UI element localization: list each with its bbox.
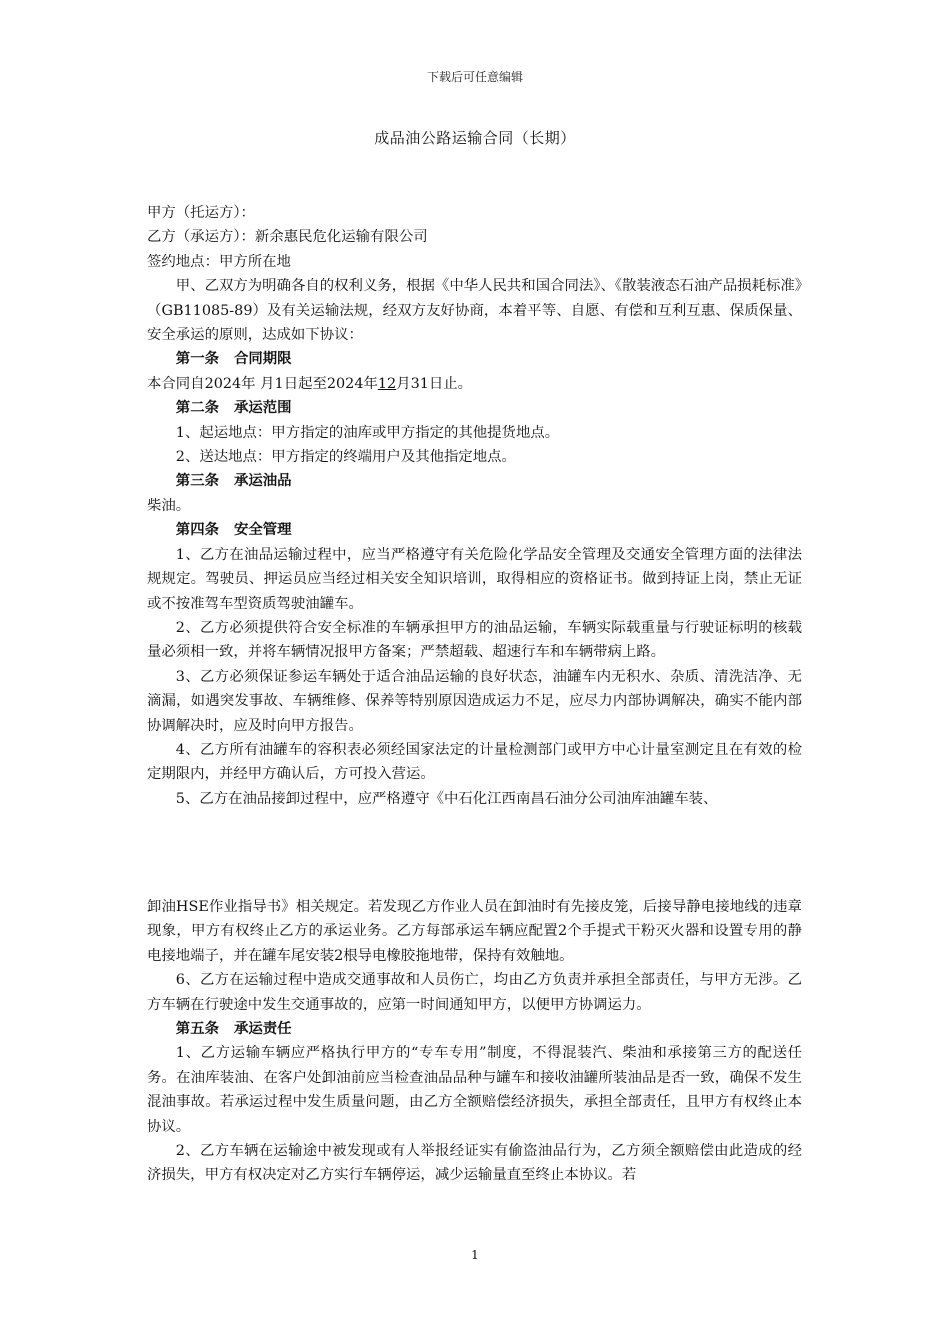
article-4-item-4: 4、乙方所有油罐车的容积表必须经国家法定的计量检测部门或甲方中心计量室测定且在有效的检定期限内，并经甲方确认后，方可投入营运。 [147, 741, 802, 783]
sign-place-line: 签约地点：甲方所在地 [147, 253, 291, 270]
article-4-item-3: 3、乙方必须保证参运车辆处于适合油品运输的良好状态，油罐车内无积水、杂质、清洗洁净、无滴漏，如遇突发事故、车辆维修、保养等特别原因造成运力不足，应尽力内部协调解决，确实不能内部协调解决时，应及时向甲方报告。 [147, 668, 802, 734]
preamble-paragraph: 甲、乙双方为明确各自的权利义务，根据《中华人民共和国合同法》、《散装液态石油产品损耗标准》（GB11085-89）及有关运输法规，经双方友好协商，本着平等、自愿、有偿和互利互惠、保质保量、安全承运的原则，达成如下协议： [147, 278, 802, 344]
article-4-heading: 第四条 安全管理 [175, 521, 292, 539]
article-4-item-1: 1、乙方在油品运输过程中，应当严格遵守有关危险化学品安全管理及交通安全管理方面的法律法规规定。驾驶员、押运员应当经过相关安全知识培训，取得相应的资格证书。做到持证上岗，禁止无证或不按准驾车型资质驾驶油罐车。 [147, 546, 802, 612]
contract-body-part-1 [147, 201, 802, 811]
article-4-item-5-continued: 卸油HSE作业指导书》相关规定。若发现乙方作业人员在卸油时有先接皮笼，后接导静电接地线的违章现象，甲方有权终止乙方的承运业务。乙方每部承运车辆应配置2个手提式干粉灭火器和设置专用的静电接地端子，并在罐车尾安装2根导电橡胶拖地带，保持有效触地。 [147, 899, 802, 964]
article-4-item-2: 2、乙方必须提供符合安全标准的车辆承担甲方的油品运输，车辆实际载重量与行驶证标明的核载量必须相一致，并将车辆情况报甲方备案；严禁超载、超速行车和车辆带病上路。 [147, 619, 802, 661]
term-end-month: 12 [377, 375, 397, 392]
term-text-after: 月31日止。 [396, 375, 473, 392]
header-note: 下载后可任意编辑 [426, 70, 523, 84]
article-5-item-2: 2、乙方车辆在运输途中被发现或有人举报经证实有偷盗油品行为，乙方须全额赔偿由此造成的经济损失，甲方有权决定对乙方实行车辆停运，减少运输量直至终止本协议。若 [147, 1143, 802, 1184]
article-2-item-2: 2、送达地点：甲方指定的终端用户及其他指定地点。 [175, 449, 516, 466]
document-title: 成品油公路运输合同（长期） [374, 129, 576, 147]
article-4-item-5: 5、乙方在油品接卸过程中，应严格遵守《中石化江西南昌石油分公司油库油罐车装、 [175, 790, 718, 807]
party-a-line: 甲方（托运方）： [147, 205, 255, 221]
article-2-heading: 第二条 承运范围 [175, 399, 292, 417]
article-5-item-1: 1、乙方运输车辆应严格执行甲方的“专车专用”制度，不得混装汽、柴油和承接第三方的配送任务。在油库装油、在客户处卸油前应当检查油品品种与罐车和接收油罐所装油品是否一致，确保不发生混油事故。若承运过程中发生质量问题，由乙方全额赔偿经济损失，承担全部责任，且甲方有权终止本协议。 [147, 1045, 802, 1135]
article-1-heading: 第一条 合同期限 [175, 350, 292, 368]
term-text-before: 本合同自2024年 月1日起至2024年 [147, 375, 378, 392]
article-3-text: 柴油。 [147, 497, 191, 514]
article-2-item-1: 1、起运地点：甲方指定的油库或甲方指定的其他提货地点。 [175, 424, 560, 441]
article-4-item-6: 6、乙方在运输过程中造成交通事故和人员伤亡，均由乙方负责并承担全部责任，与甲方无涉。乙方车辆在行驶途中发生交通事故的，应第一时间通知甲方，以便甲方协调运力。 [147, 972, 802, 1013]
contract-body-part-2 [147, 895, 802, 1188]
article-1-term [147, 372, 802, 396]
article-5-heading: 第五条 承运责任 [175, 1020, 292, 1038]
page-number: 1 [471, 1248, 479, 1262]
article-3-heading: 第三条 承运油品 [175, 472, 292, 490]
party-b-line: 乙方（承运方）：新余惠民危化运输有限公司 [147, 229, 428, 246]
